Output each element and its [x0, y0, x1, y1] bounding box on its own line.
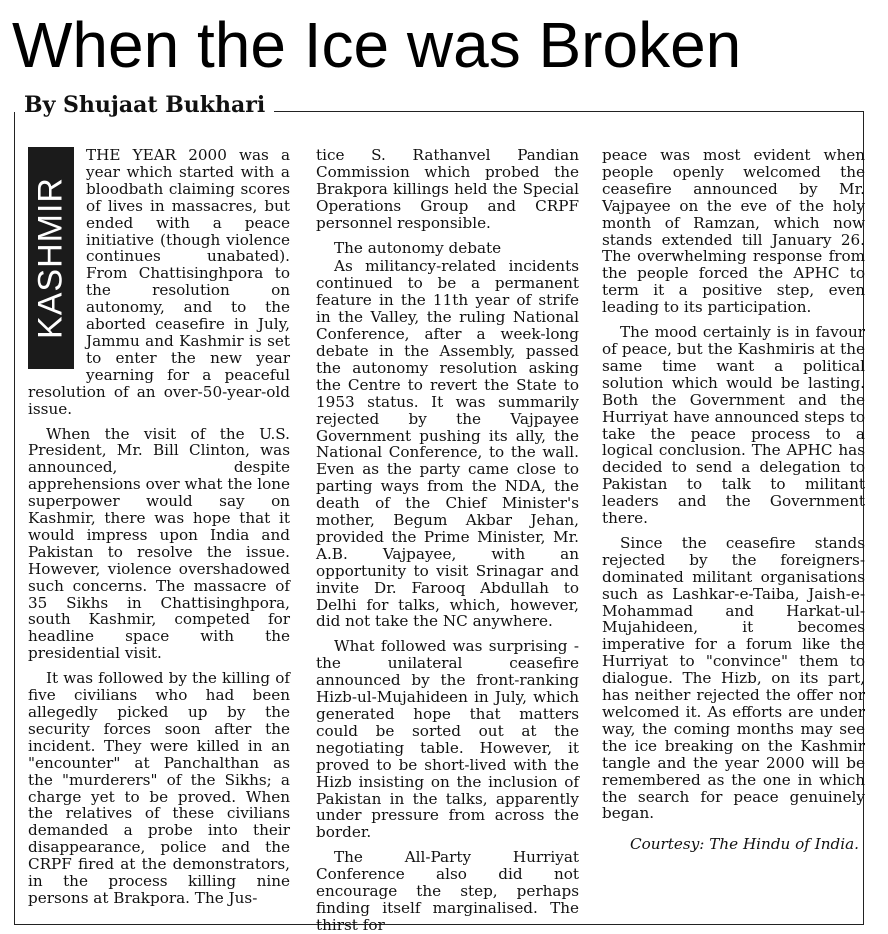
headline: When the Ice was Broken	[12, 9, 742, 81]
paragraph: The mood certainly is in favour of peace, but the Kashmiris at the same time want a political solution which would be lasting. Both the Government and the Hurriyat have announced steps to take the peace process to a logical conclusion. The APHC has decided to send a delegation to Pakistan to talk to militant leaders and the Government there.	[602, 323, 865, 528]
courtesy-line: Courtesy: The Hindu of India.	[630, 835, 859, 854]
paragraph: The All-Party Hurriyat Conference also did not encourage the step, perhaps finding itself marginalised. The thirst for	[316, 848, 579, 934]
paragraph: It was followed by the killing of five civilians who had been allegedly picked up by the security forces soon after the incident. They were killed in an "encounter" at Panchalthan as the "murderers" of the Sikhs; a charge yet to be proved. When the relatives of these civilians demanded a probe into their disappearance, police and the CRPF fired at the demonstrators, in the process killing nine persons at Brakpora. The Jus-	[28, 669, 290, 907]
byline-row	[24, 92, 864, 122]
byline: By Shujaat Bukhari	[24, 92, 266, 118]
column-3	[602, 147, 865, 917]
paragraph: peace was most evident when people openly welcomed the ceasefire announced by Mr. Vajpayee on the eve of the holy month of Ramzan, which now stands extended till January 26. The overwhelming response from the people forced the APHC to term it a positive step, even leading to its participation.	[602, 146, 865, 317]
paragraph: When the visit of the U.S. President, Mr. Bill Clinton, was announced, despite apprehensions over what the lone superpower would say on Kashmir, there was hope that it would impress upon India and Pakistan to resolve the issue. However, violence overshadowed such concerns. The massacre of 35 Sikhs in Chattisinghpora, south Kashmir, competed for headline space with the presidential visit.	[28, 424, 290, 663]
paragraph: Since the ceasefire stands rejected by the foreigners-dominated militant organisations such as Lashkar-e-Taiba, Jaish-e-Mohammad and Harkat-ul-Mujahideen, it becomes imperative for a forum like the Hurriyat to "convince" them to dialogue. The Hizb, on its part, has neither rejected the offer nor welcomed it. As efforts are under way, the coming months may see the ice breaking on the Kashmir tangle and the year 2000 will be remembered as the one in which the search for peace genuinely began.	[602, 533, 865, 823]
paragraph: THE YEAR 2000 was a year which started with a bloodbath claiming scores of lives in massacres, but ended with a peace initiative (though violence continues unabated). From Chattisinghpora to the resolution on autonomy, and to the aborted ceasefire in July, Jammu and Kashmir is set to enter the new year yearning for a peaceful resolution of an over-50-year-old issue.	[28, 146, 290, 418]
paragraph: tice S. Rathanvel Pandian Commission which probed the Brakpora killings held the Special Operations Group and CRPF personnel responsible.	[316, 146, 579, 232]
column-2	[316, 146, 579, 934]
subheading: The autonomy debate	[334, 238, 502, 257]
byline-rule	[274, 111, 864, 112]
paragraph: As militancy-related incidents continued to be a permanent feature in the 11th year of strife in the Valley, the ruling National Conference, after a week-long debate in the Assembly, passed the autonomy resolution asking the Centre to revert the State to 1953 status. It was summarily rejected by the Vajpayee Government pushing its ally, the National Conference, to the wall. Even as the party came close to parting ways from the NDA, the death of the Chief Minister's mother, Begum Akbar Jehan, provided the Prime Minister, Mr. A.B. Vajpayee, with an opportunity to visit Srinagar and invite Dr. Farooq Abdullah to Delhi for talks, which, however, did not take the NC anywhere.	[316, 257, 579, 631]
paragraph: What followed was surprising - the unilateral ceasefire announced by the front-ranking Hizb-ul-Mujahideen in July, which generated hope that matters could be sorted out at the negotiating table. However, it proved to be short-lived with the Hizb insisting on the inclusion of Pakistan in the talks, apparently under pressure from across the border.	[316, 637, 579, 842]
frame-left-rule	[14, 112, 15, 924]
section-tag-label: KASHMIR	[31, 177, 70, 339]
section-tag	[28, 147, 74, 369]
